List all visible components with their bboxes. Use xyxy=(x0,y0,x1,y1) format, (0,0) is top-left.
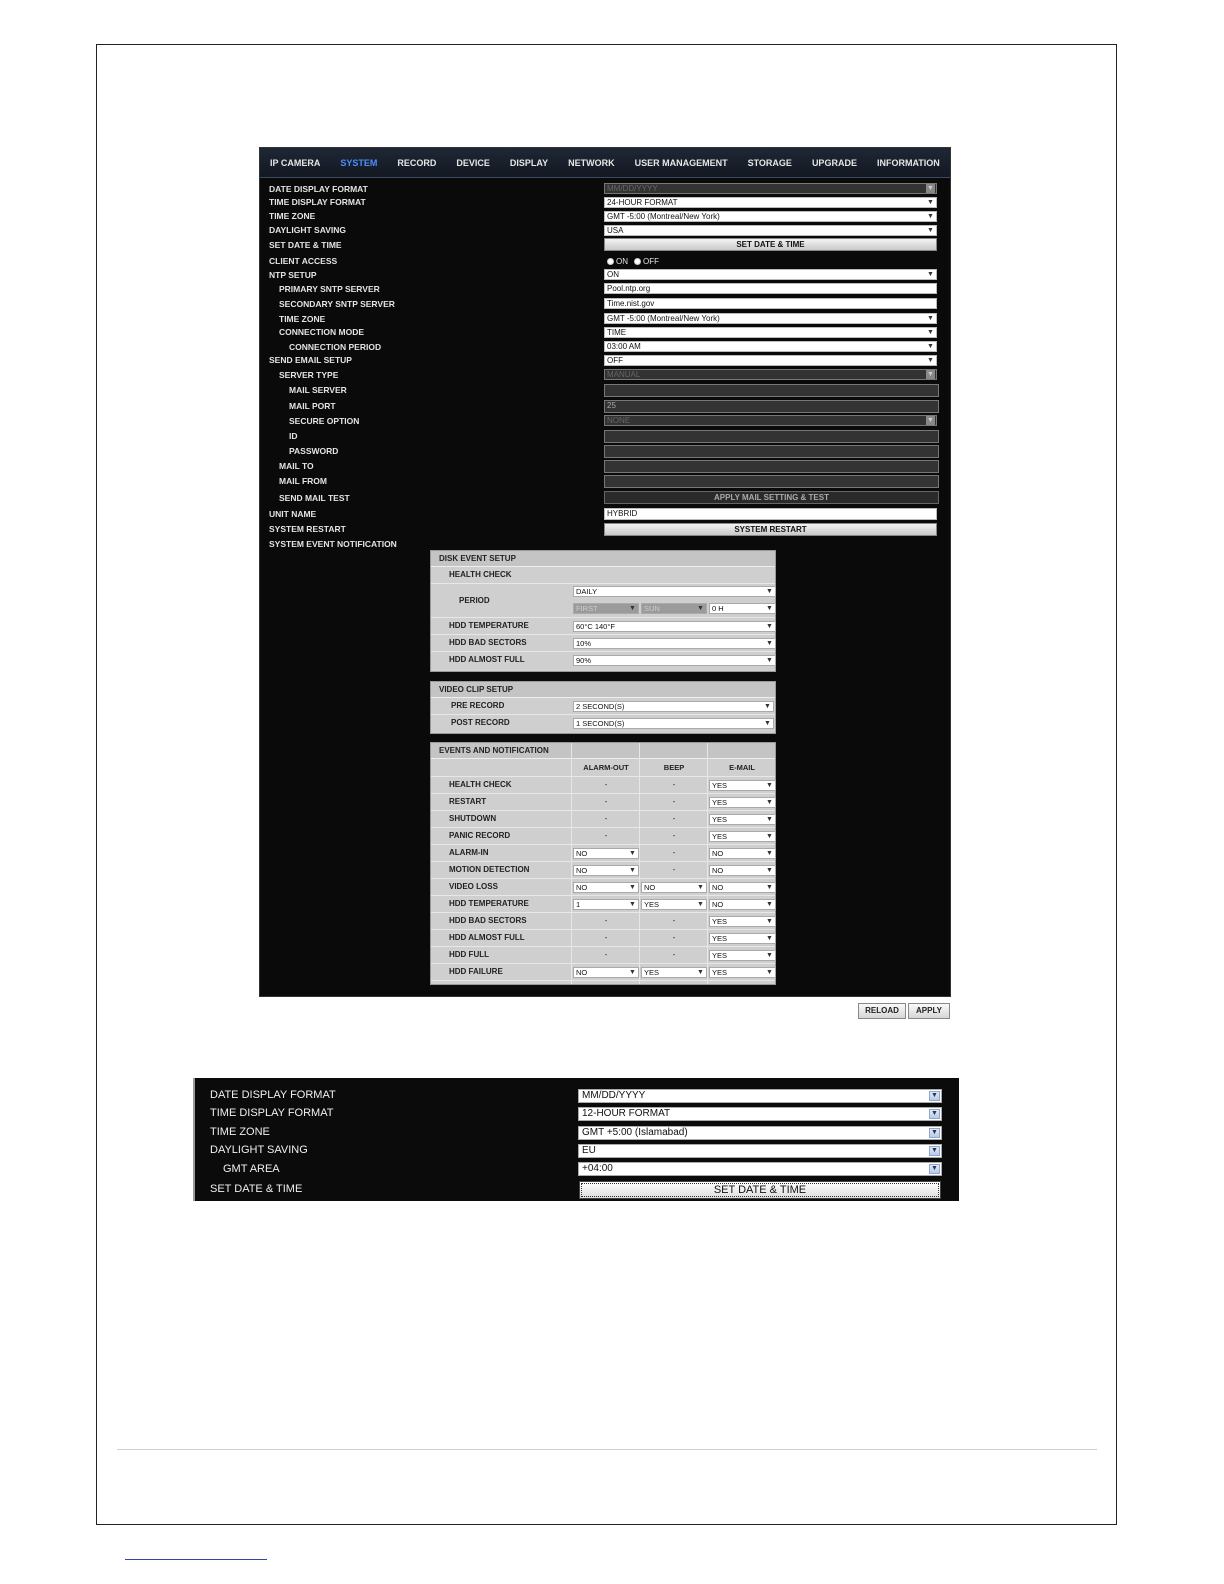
time-zone-label: TIME ZONE xyxy=(210,1126,270,1138)
chevron-down-icon: ▼ xyxy=(766,884,773,891)
send-mail-test-label: SEND MAIL TEST xyxy=(279,493,350,503)
chevron-down-icon: ▼ xyxy=(929,1128,940,1138)
tab-system[interactable]: SYSTEM xyxy=(340,158,378,168)
daylight-saving-select[interactable]: EU ▼ xyxy=(578,1144,942,1158)
column-divider xyxy=(571,743,572,984)
chevron-down-icon: ▼ xyxy=(629,867,636,874)
column-divider xyxy=(639,743,640,984)
tab-network[interactable]: NETWORK xyxy=(568,158,615,168)
dvr-system-settings-screen xyxy=(259,147,951,997)
alarm-out-not-applicable: - xyxy=(604,814,608,823)
chevron-down-icon: ▼ xyxy=(927,417,934,424)
column-alarm-out: ALARM-OUT xyxy=(583,763,629,772)
mail-port-label: MAIL PORT xyxy=(289,401,336,411)
column-email: E-MAIL xyxy=(729,763,755,772)
mail-from-label: MAIL FROM xyxy=(279,476,328,486)
beep-select[interactable]: NO ▼ xyxy=(641,882,707,893)
email-select[interactable]: NO ▼ xyxy=(709,899,776,910)
chevron-down-icon: ▼ xyxy=(927,315,934,322)
footer-divider xyxy=(117,1449,1097,1450)
event-row xyxy=(431,913,775,930)
chevron-down-icon: ▼ xyxy=(766,935,773,942)
event-name-label: MOTION DETECTION xyxy=(449,865,530,874)
chevron-down-icon: ▼ xyxy=(766,969,773,976)
email-select[interactable]: YES ▼ xyxy=(709,797,776,808)
system-restart-button[interactable]: SYSTEM RESTART xyxy=(604,523,937,536)
alarm-out-select[interactable]: NO ▼ xyxy=(573,865,639,876)
chevron-down-icon: ▼ xyxy=(927,199,934,206)
primary-sntp-label: PRIMARY SNTP SERVER xyxy=(279,284,380,294)
chevron-down-icon: ▼ xyxy=(766,867,773,874)
period-select[interactable]: DAILY ▼ xyxy=(573,586,776,597)
chevron-down-icon: ▼ xyxy=(929,1164,940,1174)
chevron-down-icon: ▼ xyxy=(766,816,773,823)
connection-mode-label: CONNECTION MODE xyxy=(279,327,364,337)
post-record-label: POST RECORD xyxy=(451,718,510,727)
chevron-down-icon: ▼ xyxy=(766,588,773,595)
event-name-label: HDD BAD SECTORS xyxy=(449,916,527,925)
secure-option-select[interactable]: NONE ▼ xyxy=(604,415,937,426)
set-date-time-label: SET DATE & TIME xyxy=(269,240,342,250)
chevron-down-icon: ▼ xyxy=(766,623,773,630)
health-check-label: HEALTH CHECK xyxy=(449,570,512,579)
email-select[interactable]: YES ▼ xyxy=(709,831,776,842)
tab-ip-camera[interactable]: IP CAMERA xyxy=(270,158,321,168)
chevron-down-icon: ▼ xyxy=(766,799,773,806)
chevron-down-icon: ▼ xyxy=(927,343,934,350)
time-display-format-label: TIME DISPLAY FORMAT xyxy=(210,1107,334,1119)
alarm-out-not-applicable: - xyxy=(604,916,608,925)
time-zone-select[interactable]: GMT +5:00 (Islamabad) ▼ xyxy=(578,1126,942,1140)
chevron-down-icon: ▼ xyxy=(697,884,704,891)
pre-record-label: PRE RECORD xyxy=(451,701,505,710)
event-name-label: HDD FAILURE xyxy=(449,967,503,976)
ntp-time-zone-label: TIME ZONE xyxy=(279,314,326,324)
email-select[interactable]: YES ▼ xyxy=(709,933,776,944)
daylight-saving-label: DAYLIGHT SAVING xyxy=(269,225,346,235)
event-name-label: RESTART xyxy=(449,797,487,806)
server-type-select[interactable]: MANUAL ▼ xyxy=(604,369,937,380)
chevron-down-icon: ▼ xyxy=(629,850,636,857)
tab-device[interactable]: DEVICE xyxy=(456,158,490,168)
hdd-bad-sectors-select[interactable]: 10% ▼ xyxy=(573,638,776,649)
daylight-saving-label: DAYLIGHT SAVING xyxy=(210,1144,308,1156)
unit-name-label: UNIT NAME xyxy=(269,509,317,519)
password-label: PASSWORD xyxy=(289,446,339,456)
period-label: PERIOD xyxy=(459,596,490,605)
chevron-down-icon: ▼ xyxy=(927,185,934,192)
event-row xyxy=(431,845,775,862)
time-zone-label: TIME ZONE xyxy=(269,211,316,221)
alarm-out-select[interactable]: NO ▼ xyxy=(573,848,639,859)
email-select[interactable]: NO ▼ xyxy=(709,848,776,859)
hdd-almost-full-select[interactable]: 90% ▼ xyxy=(573,655,776,666)
chevron-down-icon: ▼ xyxy=(629,969,636,976)
beep-not-applicable: - xyxy=(672,933,676,942)
chevron-down-icon: ▼ xyxy=(766,605,773,612)
event-row xyxy=(431,794,775,811)
alarm-out-select[interactable]: 1 ▼ xyxy=(573,899,639,910)
time-display-format-label: TIME DISPLAY FORMAT xyxy=(269,197,366,207)
date-display-format-label: DATE DISPLAY FORMAT xyxy=(210,1089,336,1101)
disk-event-setup-title: DISK EVENT SETUP xyxy=(431,551,775,567)
beep-not-applicable: - xyxy=(672,950,676,959)
client-access-radio-group xyxy=(607,257,659,266)
id-label: ID xyxy=(289,431,298,441)
beep-select[interactable]: YES ▼ xyxy=(641,899,707,910)
server-type-label: SERVER TYPE xyxy=(279,370,339,380)
event-name-label: VIDEO LOSS xyxy=(449,882,498,891)
email-select[interactable]: NO ▼ xyxy=(709,865,776,876)
chevron-down-icon: ▼ xyxy=(929,1109,940,1119)
connection-period-label: CONNECTION PERIOD xyxy=(289,342,382,352)
email-select[interactable]: NO ▼ xyxy=(709,882,776,893)
date-display-format-label: DATE DISPLAY FORMAT xyxy=(269,184,368,194)
mail-port-input[interactable]: 25 xyxy=(604,400,939,413)
event-name-label: HDD TEMPERATURE xyxy=(449,899,529,908)
event-row xyxy=(431,777,775,794)
date-display-format-select[interactable]: MM/DD/YYYY ▼ xyxy=(578,1089,942,1103)
beep-not-applicable: - xyxy=(672,797,676,806)
ntp-setup-select[interactable]: ON ▼ xyxy=(604,269,937,280)
events-header-row xyxy=(431,759,775,777)
mail-server-label: MAIL SERVER xyxy=(289,385,347,395)
alarm-out-not-applicable: - xyxy=(604,780,608,789)
id-input[interactable] xyxy=(604,430,939,443)
event-row xyxy=(431,828,775,845)
column-divider xyxy=(707,743,708,984)
client-access-on-radio[interactable] xyxy=(607,258,614,265)
connection-mode-select[interactable]: TIME ▼ xyxy=(604,327,937,338)
primary-sntp-input[interactable]: Pool.ntp.org xyxy=(604,283,937,294)
chevron-down-icon: ▼ xyxy=(929,1091,940,1101)
set-date-time-button[interactable]: SET DATE & TIME xyxy=(604,238,937,251)
footnote-divider xyxy=(125,1559,267,1560)
event-name-label: PANIC RECORD xyxy=(449,831,511,840)
tab-record[interactable]: RECORD xyxy=(397,158,437,168)
top-navigation xyxy=(260,148,951,178)
reload-button[interactable]: RELOAD xyxy=(858,1003,906,1019)
events-notification-panel xyxy=(430,742,776,985)
beep-select[interactable]: YES ▼ xyxy=(641,967,707,978)
chevron-down-icon: ▼ xyxy=(629,605,636,612)
alarm-out-not-applicable: - xyxy=(604,797,608,806)
alarm-out-select[interactable]: NO ▼ xyxy=(573,882,639,893)
beep-not-applicable: - xyxy=(672,865,676,874)
chevron-down-icon: ▼ xyxy=(929,1146,940,1156)
chevron-down-icon: ▼ xyxy=(927,227,934,234)
hdd-bad-sectors-label: HDD BAD SECTORS xyxy=(449,638,527,647)
beep-not-applicable: - xyxy=(672,916,676,925)
date-time-settings-crop xyxy=(193,1078,959,1201)
chevron-down-icon: ▼ xyxy=(766,918,773,925)
tab-upgrade[interactable]: UPGRADE xyxy=(811,158,857,168)
tab-storage[interactable]: STORAGE xyxy=(747,158,792,168)
chevron-down-icon: ▼ xyxy=(764,703,771,710)
event-name-label: ALARM-IN xyxy=(449,848,489,857)
chevron-down-icon: ▼ xyxy=(766,952,773,959)
chevron-down-icon: ▼ xyxy=(766,657,773,664)
chevron-down-icon: ▼ xyxy=(927,371,934,378)
beep-not-applicable: - xyxy=(672,848,676,857)
mail-to-label: MAIL TO xyxy=(279,461,314,471)
alarm-out-not-applicable: - xyxy=(604,950,608,959)
event-row xyxy=(431,896,775,913)
chevron-down-icon: ▼ xyxy=(629,884,636,891)
email-select[interactable]: YES ▼ xyxy=(709,950,776,961)
client-access-label: CLIENT ACCESS xyxy=(269,256,338,266)
chevron-down-icon: ▼ xyxy=(927,271,934,278)
email-select[interactable]: YES ▼ xyxy=(709,780,776,791)
chevron-down-icon: ▼ xyxy=(927,329,934,336)
chevron-down-icon: ▼ xyxy=(629,901,636,908)
period-week-select[interactable]: FIRST ▼ xyxy=(573,603,639,614)
mail-to-input[interactable] xyxy=(604,460,939,473)
events-rows xyxy=(431,777,775,981)
chevron-down-icon: ▼ xyxy=(766,833,773,840)
pre-record-select[interactable]: 2 SECOND(S) ▼ xyxy=(573,701,774,712)
alarm-out-not-applicable: - xyxy=(604,831,608,840)
time-display-format-select[interactable]: 12-HOUR FORMAT ▼ xyxy=(578,1107,942,1121)
chevron-down-icon: ▼ xyxy=(927,213,934,220)
email-select[interactable]: YES ▼ xyxy=(709,916,776,927)
chevron-down-icon: ▼ xyxy=(697,605,704,612)
connection-period-select[interactable]: 03:00 AM ▼ xyxy=(604,341,937,352)
client-access-on-label: ON xyxy=(616,257,628,266)
chevron-down-icon: ▼ xyxy=(766,901,773,908)
chevron-down-icon: ▼ xyxy=(766,640,773,647)
time-display-format-select[interactable]: 24-HOUR FORMAT ▼ xyxy=(604,197,937,208)
chevron-down-icon: ▼ xyxy=(697,969,704,976)
daylight-saving-select[interactable]: USA ▼ xyxy=(604,225,937,236)
mail-from-input[interactable] xyxy=(604,475,939,488)
event-row xyxy=(431,930,775,947)
set-date-time-button[interactable]: SET DATE & TIME xyxy=(579,1181,941,1199)
ntp-time-zone-select[interactable]: GMT -5:00 (Montreal/New York) ▼ xyxy=(604,313,937,324)
chevron-down-icon: ▼ xyxy=(766,850,773,857)
alarm-out-select[interactable]: NO ▼ xyxy=(573,967,639,978)
tab-display[interactable]: DISPLAY xyxy=(509,158,549,168)
secure-option-label: SECURE OPTION xyxy=(289,416,360,426)
period-day-select[interactable]: SUN ▼ xyxy=(641,603,707,614)
password-input[interactable] xyxy=(604,445,939,458)
gmt-area-select[interactable]: +04:00 ▼ xyxy=(578,1162,942,1176)
hdd-almost-full-label: HDD ALMOST FULL xyxy=(449,655,525,664)
set-date-time-label: SET DATE & TIME xyxy=(210,1183,303,1195)
mail-server-input[interactable] xyxy=(604,384,939,397)
column-beep: BEEP xyxy=(663,763,685,772)
system-event-notification-label: SYSTEM EVENT NOTIFICATION xyxy=(269,539,397,549)
video-clip-setup-title: VIDEO CLIP SETUP xyxy=(431,682,775,698)
event-row xyxy=(431,947,775,964)
email-select[interactable]: YES ▼ xyxy=(709,814,776,825)
tab-user-management[interactable]: USER MANAGEMENT xyxy=(634,158,728,168)
system-restart-label: SYSTEM RESTART xyxy=(269,524,346,534)
time-zone-select[interactable]: GMT -5:00 (Montreal/New York) ▼ xyxy=(604,211,937,222)
secondary-sntp-input[interactable]: Time.nist.gov xyxy=(604,298,937,309)
event-row xyxy=(431,964,775,981)
chevron-down-icon: ▼ xyxy=(927,357,934,364)
chevron-down-icon: ▼ xyxy=(766,782,773,789)
events-notification-title: EVENTS AND NOTIFICATION xyxy=(431,743,775,759)
tab-information[interactable]: INFORMATION xyxy=(876,158,940,168)
event-row xyxy=(431,862,775,879)
client-access-off-radio[interactable] xyxy=(634,258,641,265)
event-name-label: HEALTH CHECK xyxy=(449,780,512,789)
hdd-temperature-select[interactable]: 60°C 140°F ▼ xyxy=(573,621,776,632)
event-row xyxy=(431,879,775,896)
event-name-label: SHUTDOWN xyxy=(449,814,497,823)
secondary-sntp-label: SECONDARY SNTP SERVER xyxy=(279,299,395,309)
beep-not-applicable: - xyxy=(672,814,676,823)
apply-mail-setting-test-button[interactable]: APPLY MAIL SETTING & TEST xyxy=(604,491,939,504)
event-name-label: HDD ALMOST FULL xyxy=(449,933,525,942)
disk-event-setup-panel xyxy=(430,550,776,672)
client-access-off-label: OFF xyxy=(643,257,659,266)
send-email-setup-label: SEND EMAIL SETUP xyxy=(269,355,352,365)
alarm-out-not-applicable: - xyxy=(604,933,608,942)
unit-name-input[interactable]: HYBRID xyxy=(604,508,937,520)
date-display-format-select[interactable]: MM/DD/YYYY ▼ xyxy=(604,183,937,194)
chevron-down-icon: ▼ xyxy=(697,901,704,908)
hdd-temperature-label: HDD TEMPERATURE xyxy=(449,621,529,630)
beep-not-applicable: - xyxy=(672,831,676,840)
gmt-area-label: GMT AREA xyxy=(223,1163,280,1175)
event-name-label: HDD FULL xyxy=(449,950,489,959)
email-select[interactable]: YES ▼ xyxy=(709,967,776,978)
chevron-down-icon: ▼ xyxy=(764,720,771,727)
event-row xyxy=(431,811,775,828)
send-email-setup-select[interactable]: OFF ▼ xyxy=(604,355,937,366)
ntp-setup-label: NTP SETUP xyxy=(269,270,317,280)
period-hour-select[interactable]: 0 H ▼ xyxy=(709,603,776,614)
apply-button[interactable]: APPLY xyxy=(908,1003,950,1019)
video-clip-setup-panel xyxy=(430,681,776,734)
post-record-select[interactable]: 1 SECOND(S) ▼ xyxy=(573,718,774,729)
beep-not-applicable: - xyxy=(672,780,676,789)
